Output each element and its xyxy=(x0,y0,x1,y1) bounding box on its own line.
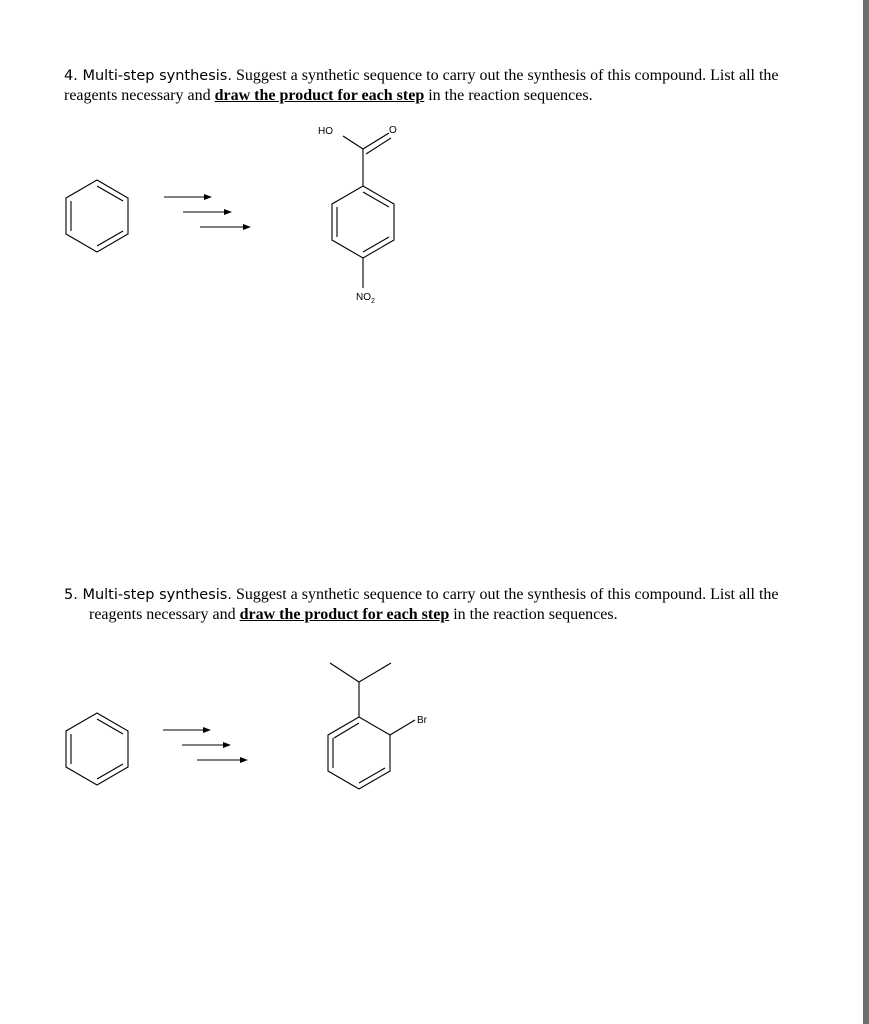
bromine-label: Br xyxy=(417,715,427,726)
question-5-text-after: in the reaction sequences. xyxy=(449,606,618,623)
q5-reaction-arrows xyxy=(163,727,248,763)
question-4-text-before: Suggest a synthetic sequence to carry out the synthesis of this compound. List all the reagents necessary and xyxy=(64,67,779,104)
question-4-label: 4. Multi-step synthesis. xyxy=(64,68,232,84)
hydroxyl-label: HO xyxy=(318,126,333,137)
question-5-emphasis: draw the product for each step xyxy=(239,606,450,623)
question-5-text-before: Suggest a synthetic sequence to carry out the synthesis of this compound. List all the reagents necessary and xyxy=(89,586,779,623)
q5-product-structure xyxy=(328,663,415,789)
question-5-label: 5. Multi-step synthesis. xyxy=(64,587,232,603)
carbonyl-oxygen-label: O xyxy=(389,125,397,136)
nitro-label: $NO_2$ xyxy=(356,292,375,305)
question-4-text-after: in the reaction sequences. xyxy=(424,87,593,104)
q5-benzene-start xyxy=(66,713,128,785)
question-4-emphasis: draw the product for each step xyxy=(214,87,425,104)
